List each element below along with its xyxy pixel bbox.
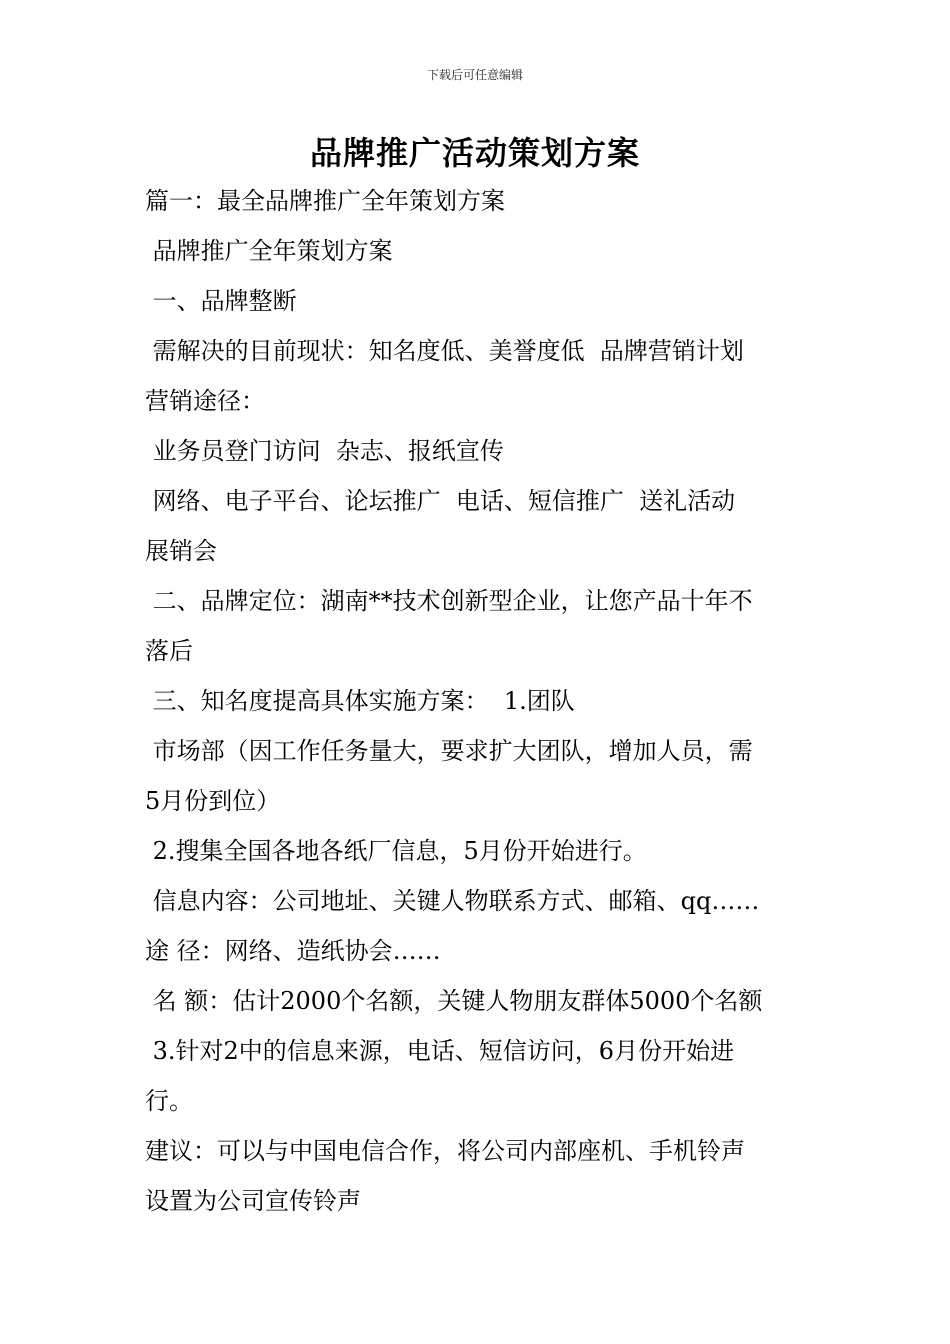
- body-line: 展销会: [145, 537, 217, 565]
- body-line: 一、品牌整断: [145, 287, 297, 315]
- body-line: 设置为公司宣传铃声: [145, 1187, 361, 1215]
- body-line: 市场部（因工作任务量大，要求扩大团队，增加人员，需: [145, 737, 753, 765]
- body-line: 3.针对2中的信息来源，电话、短信访问，6月份开始进: [145, 1037, 735, 1065]
- body-line: 行。: [145, 1087, 193, 1115]
- body-line: 名 额：估计2000个名额，关键人物朋友群体5000个名额: [145, 987, 763, 1015]
- body-line: 建议：可以与中国电信合作，将公司内部座机、手机铃声: [145, 1137, 745, 1165]
- body-line: 二、品牌定位：湖南**技术创新型企业，让您产品十年不: [145, 587, 753, 615]
- body-line: 落后: [145, 637, 193, 665]
- body-line: 业务员登门访问 杂志、报纸宣传: [145, 437, 504, 465]
- document-body: [145, 176, 807, 1226]
- body-line: 营销途径：: [145, 387, 265, 415]
- body-line: 篇一：最全品牌推广全年策划方案: [145, 187, 505, 215]
- document-title: 品牌推广活动策划方案: [309, 134, 640, 172]
- body-line: 网络、电子平台、论坛推广 电话、短信推广 送礼活动: [145, 487, 736, 515]
- body-line: 信息内容：公司地址、关键人物联系方式、邮箱、qq……: [145, 887, 760, 915]
- body-line: 品牌推广全年策划方案: [145, 237, 393, 265]
- body-line: 2.搜集全国各地各纸厂信息，5月份开始进行。: [145, 837, 647, 865]
- header-note: 下载后可任意编辑: [426, 68, 523, 82]
- body-line: 需解决的目前现状：知名度低、美誉度低 品牌营销计划: [145, 337, 744, 365]
- body-line: 途 径：网络、造纸协会……: [145, 937, 441, 965]
- body-line: 三、知名度提高具体实施方案： 1.团队: [145, 687, 575, 715]
- body-line: 5月份到位）: [145, 787, 281, 815]
